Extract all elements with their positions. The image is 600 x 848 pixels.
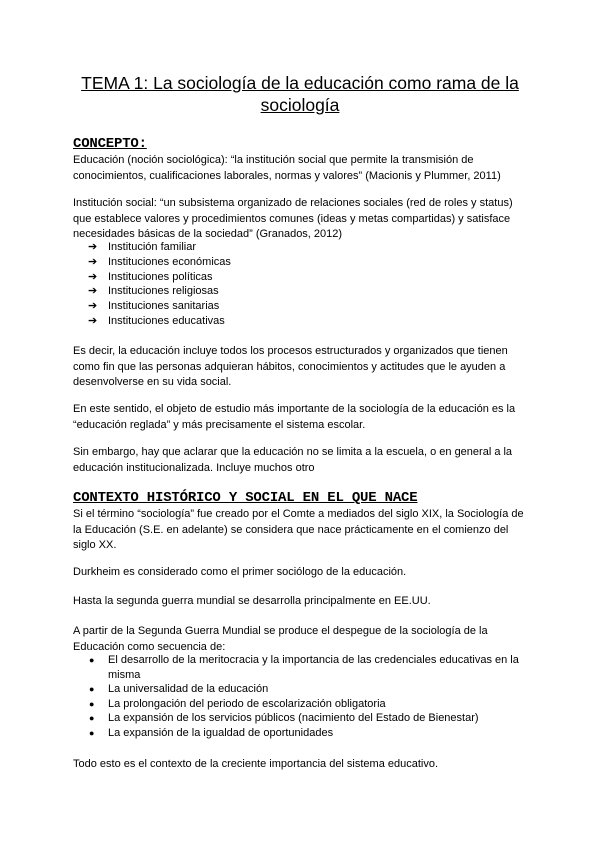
arrow-icon: ➔ [88,270,98,283]
bullet-icon: ● [89,713,95,724]
bullet-icon: ● [89,655,95,665]
page-title: TEMA 1: La sociología de la educación como rama de la sociología [81,73,519,115]
section-heading-contexto: CONTEXTO HISTÓRICO Y SOCIAL EN EL QUE NACE [73,490,418,506]
section-heading-concepto: CONCEPTO: [73,136,147,152]
list-item: ➔ Instituciones religiosas [88,285,219,298]
list-item: ● La expansión de los servicios públicos (nacimiento del Estado de Bienestar) [89,712,479,725]
paragraph-educacion: Educación (noción sociológica): “la institución social que permite la transmisión de conocimientos, cualificaciones laborales, normas y valores” (Macionis y Plummer, 2011) [73,154,501,182]
list-item: ➔ Instituciones educativas [88,314,225,327]
arrow-icon: ➔ [88,255,98,268]
arrow-icon: ➔ [88,314,98,327]
list-item: ● La universalidad de la educación [89,683,269,696]
paragraph-durkheim: Durkheim es considerado como el primer sociólogo de la educación. [73,566,407,578]
bullet-icon: ● [89,698,95,709]
list-item: ➔ Instituciones sanitarias [88,300,220,313]
list-item: ● La expansión de la igualdad de oportunidades [89,726,334,739]
institution-list [88,240,231,329]
paragraph-es-decir: Es decir, la educación incluye todos los procesos estructurados y organizados que tienen como fin que las personas adquieran hábitos, conocimientos y actitudes que le ayuden a desenvolverse en su vida social. [73,345,508,388]
paragraph-comte: Si el término “sociología” fue creado por el Comte a mediados del siglo XIX, la Sociología de la Educación (S.E. en adelante) se considera que nace prácticamente en el comienzo del siglo XX. [73,508,524,551]
arrow-icon: ➔ [88,300,98,313]
list-item: ● El desarrollo de la meritocracia y la importancia de las credenciales educativas en la misma [89,654,519,681]
list-item: ● La prolongación del periodo de escolarización obligatoria [89,697,386,710]
paragraph-segunda-guerra: Hasta la segunda guerra mundial se desarrolla principalmente en EE.UU. [73,595,431,607]
bullet-icon: ● [89,684,95,695]
paragraph-a-partir: A partir de la Segunda Guerra Mundial se produce el despegue de la sociología de la Educación como secuencia de: [73,625,488,653]
paragraph-sin-embargo: Sin embargo, hay que aclarar que la educación no se limita a la escuela, o en general a la educación institucionalizada. Incluye muchos otro [73,446,513,474]
paragraph-todo-esto: Todo esto es el contexto de la creciente importancia del sistema educativo. [73,758,439,770]
paragraph-en-este-sentido: En este sentido, el objeto de estudio más importante de la sociología de la educación es la “educación reglada” y más precisamente el sistema escolar. [73,403,516,431]
factors-list [88,653,528,741]
list-item: ➔ Instituciones políticas [88,270,213,283]
bullet-icon: ● [89,727,95,738]
arrow-icon: ➔ [88,285,98,298]
list-item: ➔ Institución familiar [88,241,197,253]
arrow-icon: ➔ [88,241,98,253]
paragraph-institucion-social: Institución social: “un subsistema organizado de relaciones sociales (red de roles y status) que establece valores y procedimientos comunes (ideas y metas compartidas) y satisface necesidades básicas de la sociedad” (Granados, 2012) [73,197,513,240]
list-item: ➔ Instituciones económicas [88,255,231,268]
